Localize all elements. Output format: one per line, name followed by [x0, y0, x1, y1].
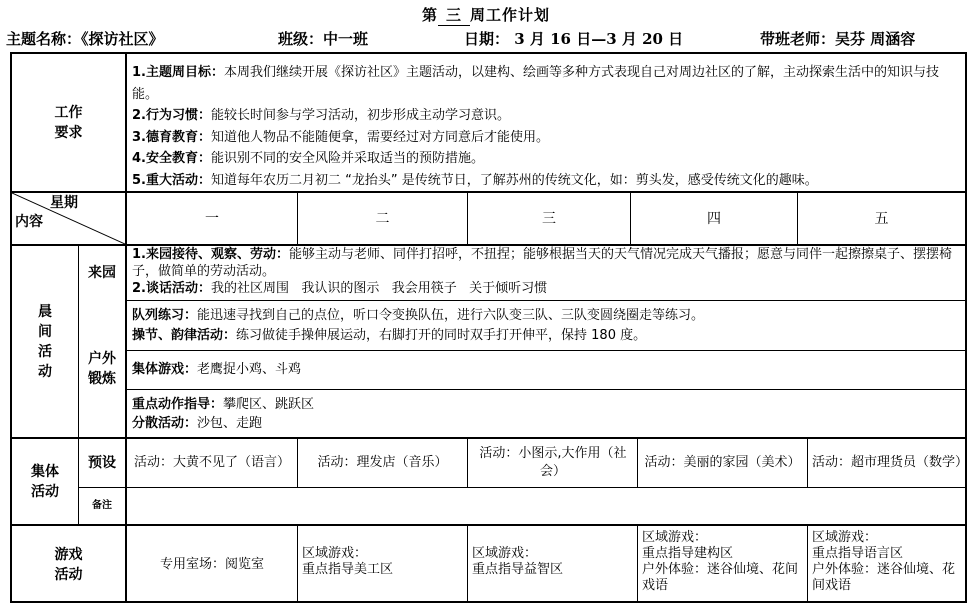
- day-header-thu: 四: [707, 211, 721, 227]
- requirement-text: 能识别不同的安全风险并采取适当的预防措施。: [210, 151, 484, 166]
- focus-guidance-key: 重点动作指导：: [132, 397, 224, 412]
- game-mon: 专用室场：阅览室: [159, 556, 264, 572]
- game-fri-line: 户外体验：迷谷仙境、花间戏语: [812, 562, 956, 593]
- requirement-item: [132, 148, 962, 170]
- requirement-item: [132, 105, 962, 127]
- group-activity-label: [12, 439, 78, 524]
- game-thu-line: 重点指导建构区: [642, 546, 734, 561]
- outdoor-label: [79, 301, 125, 437]
- requirement-item: [132, 127, 962, 149]
- requirement-key: 5.重大活动：: [132, 172, 211, 188]
- scatter-activity-text: 沙包、走跑: [197, 416, 263, 431]
- preset-thu: 活动：美丽的家园（美术）: [644, 455, 801, 470]
- requirement-key: 1.主题周目标：: [132, 65, 224, 80]
- games-label: [12, 526, 125, 603]
- game-fri: [812, 530, 964, 594]
- game-thu: [642, 530, 805, 594]
- preset-label: 预设: [88, 455, 116, 471]
- date-range: 日期： 3 月 16 日—3 月 20 日: [464, 30, 684, 48]
- game-tue-line: 重点指导美工区: [302, 562, 394, 577]
- game-tue: [302, 546, 467, 578]
- rhythm-activity-key: 操节、韵律活动：: [132, 328, 237, 343]
- morning-label-char: 晨: [38, 303, 52, 320]
- arrival-item1-text: 能够主动与老师、同伴打招呼，不扭捏；能够根据当天的天气情况完成天气播报；愿意与同伴一起擦擦桌子、摆摆椅子，做简单的劳动活动。: [132, 247, 952, 279]
- group-game-text: 老鹰捉小鸡、斗鸡: [197, 362, 302, 377]
- day-header-fri: 五: [874, 211, 889, 227]
- morning-label-char: 动: [38, 363, 52, 380]
- game-tue-line: 区域游戏：: [302, 546, 368, 561]
- requirement-key: 2.行为习惯：: [132, 108, 211, 123]
- page-title: [0, 4, 972, 26]
- arrival-content: [132, 246, 962, 297]
- game-fri-line: 重点指导语言区: [812, 546, 904, 561]
- requirement-text: 知道每年农历二月初二 “龙抬头” 是传统节日，了解苏州的传统文化，如：剪头发，感受传统文化的趣味。: [210, 172, 818, 188]
- preset-tue: 活动：理发店（音乐）: [317, 455, 448, 470]
- scatter-activity-key: 分散活动：: [132, 416, 198, 431]
- focus-guidance-text: 攀爬区、跳跃区: [223, 397, 315, 412]
- preset-mon: 活动：大黄不见了（语言）: [133, 455, 290, 470]
- notes-label: 备注: [92, 500, 112, 511]
- requirement-text: 知道他人物品不能随便拿，需要经过对方同意后才能使用。: [210, 129, 549, 145]
- title-suffix: 周工作计划: [470, 6, 551, 24]
- requirements-list: [132, 62, 962, 191]
- requirements-label-line1: 工作: [54, 104, 83, 121]
- morning-label-char: 活: [38, 343, 52, 360]
- arrival-item2-text: 我的社区周围 我认识的图示 我会用筷子 关于倾听习惯: [210, 281, 548, 296]
- day-header-tue: 二: [375, 211, 390, 227]
- requirement-text: 能较长时间参与学习活动，初步形成主动学习意识。: [210, 108, 510, 123]
- title-prefix: 第: [421, 6, 438, 24]
- class-name: 班级：中一班: [278, 30, 369, 48]
- title-week-number: 三: [438, 4, 470, 26]
- arrival-item2-key: 2.谈话活动：: [132, 281, 211, 296]
- arrival-item1-key: 1.来园接待、观察、劳动：: [132, 247, 289, 262]
- requirement-item: [132, 62, 962, 105]
- theme-name: 主题名称：《探访社区》: [6, 30, 164, 48]
- game-thu-line: 户外体验：迷谷仙境、花间戏语: [642, 562, 799, 593]
- group-activity-label-line2: 活动: [31, 483, 59, 500]
- requirement-key: 3.德育教育：: [132, 129, 211, 145]
- outdoor-label-line1: 户外: [88, 351, 116, 367]
- game-wed-line: 重点指导益智区: [472, 562, 564, 577]
- queue-practice-text: 能迅速寻找到自己的点位，听口令变换队伍，进行六队变三队、三队变圆绕圈走等练习。: [197, 308, 705, 323]
- game-fri-line: 区域游戏：: [812, 530, 878, 545]
- teachers: 带班老师：吴芬 周涵容: [760, 30, 916, 48]
- requirements-label-line2: 要求: [54, 124, 83, 141]
- corner-content-label: 内容: [15, 214, 43, 230]
- corner-weekday-label: 星期: [50, 195, 78, 211]
- game-thu-line: 区域游戏：: [642, 530, 708, 545]
- requirements-label: [12, 54, 125, 191]
- group-game-key: 集体游戏：: [132, 362, 198, 377]
- requirement-text: 本周我们继续开展《探访社区》主题活动，以建构、绘画等多种方式表现自己对周边社区的了解，主动探索生活中的知识与技能。: [132, 65, 939, 102]
- outdoor-drills: [132, 306, 962, 346]
- requirement-item: [132, 170, 962, 192]
- games-label-line1: 游戏: [54, 546, 83, 563]
- game-wed-line: 区域游戏：: [472, 546, 538, 561]
- queue-practice-key: 队列练习：: [132, 308, 198, 323]
- morning-label: [12, 246, 78, 437]
- arrival-label: 来园: [88, 265, 116, 281]
- focus-scatter: [132, 395, 962, 433]
- preset-wed: 活动：小图示,大作用（社会）: [479, 446, 627, 479]
- day-header-wed: 三: [542, 211, 556, 227]
- morning-label-char: 间: [38, 323, 52, 340]
- group-game: [132, 351, 962, 389]
- games-label-line2: 活动: [54, 566, 83, 583]
- requirement-key: 4.安全教育：: [132, 151, 211, 166]
- outdoor-label-line2: 锻炼: [88, 371, 116, 387]
- rhythm-activity-text: 练习做徒手操伸展运动，右脚打开的同时双手打开伸平，保持 180 度。: [236, 328, 647, 343]
- group-activity-label-line1: 集体: [31, 463, 59, 480]
- preset-fri: 活动：超市理货员（数学）: [812, 455, 969, 470]
- game-wed: [472, 546, 637, 578]
- day-header-mon: 一: [205, 211, 219, 227]
